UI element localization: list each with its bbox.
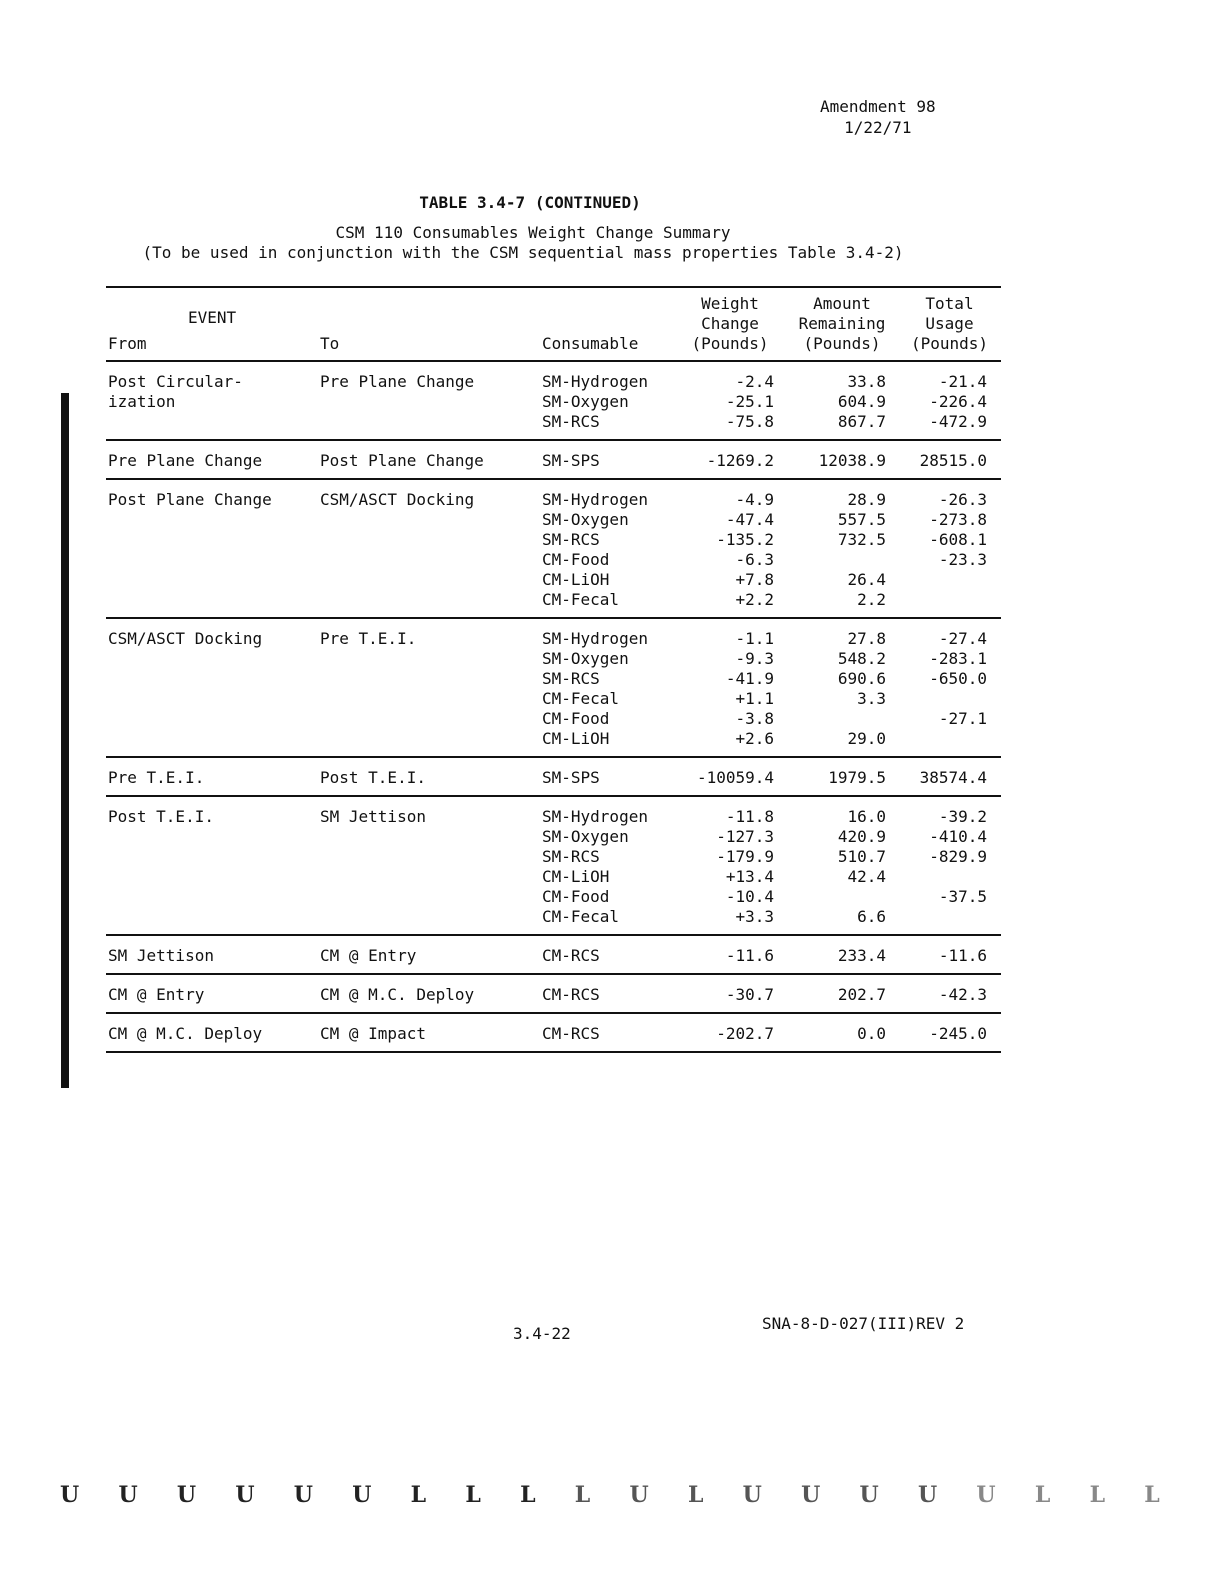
cell-value: 1979.5 [828,768,886,787]
cell-total-usage [898,757,1001,796]
table-body [106,361,1001,1052]
cell-value: -472.9 [929,412,987,431]
scan-mark: L [1089,1482,1106,1508]
cell-value: -1.1 [735,629,774,648]
cell-consumable [540,618,674,757]
cell-value: -27.4 [938,629,987,648]
scan-mark: L [1144,1482,1160,1508]
cell-value: CM-Fecal [542,907,620,926]
cell-value: CM-RCS [542,946,600,965]
cell-to [318,1013,540,1052]
cell-consumable [540,1013,674,1052]
cell-value: -6.3 [735,550,774,569]
cell-value: 690.6 [837,669,886,688]
cell-to [318,757,540,796]
cell-consumable [540,974,674,1013]
cell-value: 12038.9 [818,451,886,470]
cell-consumable [540,440,674,479]
header-from-label: From [108,334,147,353]
cell-amount-remaining [786,1013,898,1052]
cell-to [318,974,540,1013]
cell-value: SM-Oxygen [542,827,629,846]
table-row [106,440,1001,479]
cell-value: -410.4 [929,827,987,846]
header-line: Usage [925,314,974,333]
scan-mark: U [629,1482,649,1508]
cell-value: -27.1 [938,709,987,728]
scan-mark: L [1034,1482,1051,1508]
cell-value: -202.7 [716,1024,774,1043]
table-title: TABLE 3.4-7 (CONTINUED) [419,193,641,212]
cell-value: 33.8 [847,372,886,391]
header-line: Amount [813,294,871,313]
cell-value: Post Plane Change [108,490,272,509]
scan-mark: U [801,1482,821,1508]
table-row [106,1013,1001,1052]
cell-total-usage [898,974,1001,1013]
amendment-date: 1/22/71 [844,118,912,137]
cell-value: -650.0 [929,669,987,688]
table-subtitle: CSM 110 Consumables Weight Change Summary [335,223,731,242]
cell-value: 233.4 [837,946,886,965]
cell-value: 3.3 [857,689,886,708]
header-amount-remaining [786,287,898,361]
cell-value: 604.9 [837,392,886,411]
scan-mark: U [352,1482,372,1508]
cell-weight-change [674,757,786,796]
cell-value: 557.5 [837,510,886,529]
cell-value: CM-Food [542,887,610,906]
scan-mark: L [687,1482,704,1508]
cell-value: -127.3 [716,827,774,846]
cell-value: 16.0 [847,807,886,826]
cell-value: SM-Hydrogen [542,372,648,391]
cell-value: 28515.0 [919,451,987,470]
cell-total-usage [898,618,1001,757]
cell-value: -47.4 [725,510,774,529]
cell-value: Pre Plane Change [108,451,263,470]
cell-value: -4.9 [735,490,774,509]
scan-mark: U [176,1482,197,1508]
cell-value: -135.2 [716,530,774,549]
cell-value: +3.3 [735,907,774,926]
cell-amount-remaining [786,757,898,796]
cell-to [318,479,540,618]
cell-weight-change [674,974,786,1013]
table-row [106,361,1001,440]
cell-total-usage [898,440,1001,479]
table-row [106,479,1001,618]
table-header [106,287,1001,361]
scan-mark: U [976,1482,996,1508]
cell-value: -9.3 [735,649,774,668]
cell-value: -226.4 [929,392,987,411]
header-to: To [320,334,340,353]
scan-mark: U [917,1482,938,1508]
cell-value: ization [108,392,176,411]
cell-value: SM-Oxygen [542,392,629,411]
cell-value: CSM/ASCT Docking [108,629,263,648]
cell-value: 27.8 [847,629,886,648]
cell-value: -21.4 [938,372,987,391]
cell-value [788,709,886,729]
scan-mark: U [235,1482,255,1508]
cell-total-usage [898,361,1001,440]
scan-mark: U [118,1482,138,1508]
cell-from [106,479,318,618]
cell-consumable [540,757,674,796]
amendment-block [820,96,936,138]
cell-value: SM Jettison [320,807,426,826]
cell-value: -10.4 [725,887,774,906]
table-row [106,796,1001,935]
cell-value: CM-Fecal [542,590,620,609]
scan-mark: U [859,1482,879,1508]
cell-value: 28.9 [847,490,886,509]
header-weight-change [674,287,786,361]
cell-to [318,440,540,479]
cell-value: -273.8 [929,510,987,529]
header-line: Remaining [798,314,886,333]
cell-value: SM-RCS [542,669,600,688]
cell-value: -11.6 [725,946,774,965]
cell-value: -37.5 [938,887,987,906]
scan-mark: U [742,1482,762,1508]
cell-value: Post T.E.I. [320,768,426,787]
cell-value: -245.0 [929,1024,987,1043]
header-line: Total [925,294,974,313]
cell-from [106,618,318,757]
cell-from [106,1013,318,1052]
cell-value: +7.8 [735,570,774,589]
cell-value [900,907,987,927]
cell-value: -39.2 [938,807,987,826]
cell-value: CM-Fecal [542,689,620,708]
cell-value: CM-LiOH [542,729,610,748]
cell-value: -30.7 [725,985,774,1004]
header-total-usage [898,287,1001,361]
table-row [106,757,1001,796]
cell-value: 0.0 [857,1024,886,1043]
cell-value [788,550,886,570]
cell-value: -23.3 [938,550,987,569]
cell-value: 42.4 [847,867,886,886]
cell-from [106,757,318,796]
cell-amount-remaining [786,440,898,479]
cell-amount-remaining [786,974,898,1013]
scan-mark: U [60,1482,80,1508]
cell-value: Post Circular- [108,372,243,391]
cell-value: 29.0 [847,729,886,748]
cell-value: -42.3 [938,985,987,1004]
cell-from [106,796,318,935]
cell-value: SM-Hydrogen [542,629,648,648]
cell-value: 202.7 [837,985,886,1004]
cell-consumable [540,935,674,974]
cell-total-usage [898,479,1001,618]
table-row [106,974,1001,1013]
cell-weight-change [674,479,786,618]
cell-value: SM Jettison [108,946,214,965]
cell-amount-remaining [786,361,898,440]
scan-edge-marks [60,1482,1160,1512]
header-event: EVENT [188,308,237,327]
cell-value: 867.7 [837,412,886,431]
cell-value: SM-RCS [542,530,600,549]
cell-value: -608.1 [929,530,987,549]
cell-value [900,590,987,610]
cell-value: SM-RCS [542,412,600,431]
cell-value: -41.9 [725,669,774,688]
cell-amount-remaining [786,935,898,974]
cell-value: CM-Food [542,709,610,728]
cell-value [900,570,987,590]
cell-value [900,729,987,749]
cell-amount-remaining [786,796,898,935]
cell-value: CM-RCS [542,1024,600,1043]
cell-value: -283.1 [929,649,987,668]
cell-value: -25.1 [725,392,774,411]
page-number: 3.4-22 [513,1324,571,1343]
cell-value: -75.8 [725,412,774,431]
cell-from [106,361,318,440]
cell-value: Pre T.E.I. [320,629,417,648]
scan-mark: L [574,1482,591,1508]
cell-value: SM-Oxygen [542,510,629,529]
cell-value: SM-Hydrogen [542,490,648,509]
cell-value: CM @ Impact [320,1024,426,1043]
header-line: Weight [701,294,759,313]
cell-weight-change [674,361,786,440]
amendment-number: Amendment 98 [820,97,936,116]
cell-from [106,974,318,1013]
cell-value: -11.6 [938,946,987,965]
cell-weight-change [674,796,786,935]
cell-value: CM @ Entry [320,946,417,965]
consumables-table [106,286,1001,1053]
cell-value: Pre Plane Change [320,372,475,391]
cell-value: 2.2 [857,590,886,609]
table-row [106,935,1001,974]
cell-consumable [540,796,674,935]
cell-value: CM @ M.C. Deploy [108,1024,263,1043]
cell-value: -10059.4 [696,768,774,787]
cell-value: -829.9 [929,847,987,866]
cell-weight-change [674,935,786,974]
cell-value: CM-LiOH [542,867,610,886]
cell-to [318,935,540,974]
cell-value: 420.9 [837,827,886,846]
cell-to [318,361,540,440]
cell-value: 548.2 [837,649,886,668]
scan-mark: L [410,1482,427,1508]
header-line: (Pounds) [910,334,989,353]
cell-value: 26.4 [847,570,886,589]
document-id: SNA-8-D-027(III)REV 2 [762,1314,965,1333]
cell-value: CM @ M.C. Deploy [320,985,475,1004]
cell-value: CM-Food [542,550,610,569]
cell-value [788,887,886,907]
cell-consumable [540,361,674,440]
cell-value: -11.8 [725,807,774,826]
cell-amount-remaining [786,618,898,757]
cell-weight-change [674,1013,786,1052]
revision-change-bar [61,393,69,1088]
cell-value: -26.3 [938,490,987,509]
cell-value: -1269.2 [706,451,774,470]
cell-value: CM-RCS [542,985,600,1004]
header-line: (Pounds) [803,334,881,353]
cell-value: CSM/ASCT Docking [320,490,475,509]
cell-value: +2.2 [735,590,774,609]
cell-to [318,796,540,935]
header-consumable: Consumable [542,334,639,353]
cell-value: -179.9 [716,847,774,866]
cell-to [318,618,540,757]
cell-weight-change [674,440,786,479]
cell-value: CM-LiOH [542,570,610,589]
cell-value: 38574.4 [919,768,987,787]
cell-total-usage [898,796,1001,935]
cell-value: SM-Hydrogen [542,807,648,826]
cell-weight-change [674,618,786,757]
cell-value [900,689,987,709]
scan-mark: L [520,1482,536,1508]
table-subtitle-note: (To be used in conjunction with the CSM sequential mass properties Table 3.4-2) [142,243,904,262]
scan-mark: U [293,1482,313,1508]
cell-value: SM-Oxygen [542,649,629,668]
cell-from [106,935,318,974]
cell-value: CM @ Entry [108,985,205,1004]
cell-value: 732.5 [837,530,886,549]
cell-value: SM-SPS [542,768,600,787]
cell-value: 510.7 [837,847,886,866]
cell-value: SM-SPS [542,451,600,470]
header-line: Change [701,314,759,333]
cell-from [106,440,318,479]
cell-consumable [540,479,674,618]
cell-value: 6.6 [857,907,886,926]
cell-value [900,867,987,887]
consumables-table-container [106,286,1001,1053]
cell-value: -2.4 [735,372,774,391]
scan-mark: L [465,1482,481,1508]
cell-value: Post T.E.I. [108,807,214,826]
cell-value: -3.8 [735,709,774,728]
cell-total-usage [898,935,1001,974]
cell-total-usage [898,1013,1001,1052]
cell-value: Post Plane Change [320,451,484,470]
cell-value: Pre T.E.I. [108,768,205,787]
header-from [106,287,318,361]
cell-value: +13.4 [725,867,774,886]
cell-value: +2.6 [735,729,774,748]
cell-value: +1.1 [735,689,774,708]
table-row [106,618,1001,757]
cell-amount-remaining [786,479,898,618]
header-line: (Pounds) [691,334,769,353]
cell-value: SM-RCS [542,847,600,866]
